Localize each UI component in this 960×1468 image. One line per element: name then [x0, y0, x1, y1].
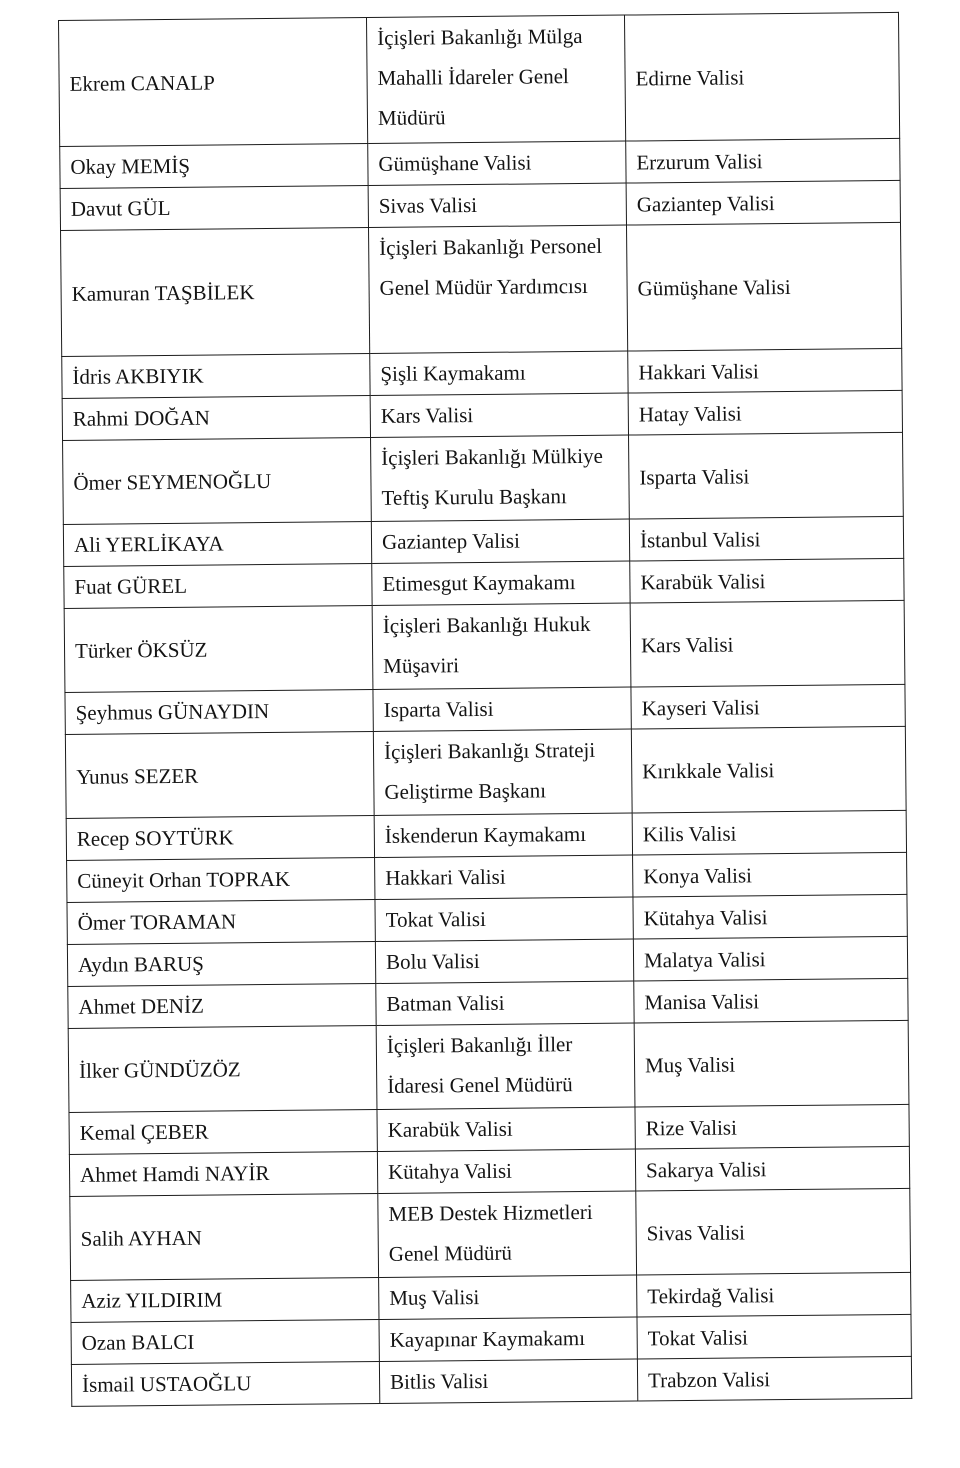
appointed-position-cell — [629, 432, 904, 519]
appointed-position-cell — [632, 810, 906, 855]
previous-position-cell — [368, 141, 626, 185]
previous-position-text: Kütahya Valisi — [387, 1158, 513, 1184]
previous-position-cell — [378, 1191, 637, 1277]
person-name-text: Yunus SEZER — [76, 763, 199, 789]
person-name-cell — [64, 606, 373, 693]
appointed-position-cell — [637, 1314, 911, 1359]
table-row — [63, 432, 904, 524]
appointed-position-cell — [633, 894, 907, 939]
appointed-position-text: Kilis Valisi — [642, 821, 737, 846]
previous-position-cell — [375, 855, 633, 899]
previous-position-cell — [366, 15, 625, 143]
appointed-position-cell — [636, 1188, 911, 1275]
appointed-position-text: Hatay Valisi — [638, 400, 742, 426]
appointed-position-text: Karabük Valisi — [640, 568, 766, 594]
person-name-text: Ozan BALCI — [81, 1329, 195, 1355]
appointed-position-cell — [629, 516, 903, 561]
appointed-position-text: Tokat Valisi — [647, 1324, 749, 1350]
person-name-text: Ali YERLİKAYA — [73, 531, 224, 557]
person-name-text: Aziz YILDIRIM — [81, 1287, 223, 1313]
previous-position-text: İçişleri Bakanlığı Strateji Geliştirme Başkanı — [383, 737, 596, 804]
person-name-cell — [60, 186, 368, 231]
appointed-position-text: Sivas Valisi — [646, 1219, 745, 1245]
appointed-position-text: Manisa Valisi — [644, 988, 760, 1014]
person-name-cell — [69, 1151, 377, 1196]
previous-position-cell — [372, 603, 631, 689]
previous-position-cell — [375, 939, 633, 983]
appointed-position-text: Isparta Valisi — [639, 463, 750, 489]
appointed-position-cell — [630, 600, 905, 687]
appointed-position-text: Erzurum Valisi — [636, 148, 763, 174]
person-name-text: Okay MEMİŞ — [70, 153, 191, 179]
person-name-cell — [63, 522, 371, 567]
table-row — [70, 1188, 911, 1280]
person-name-cell — [64, 564, 372, 609]
person-name-cell — [66, 816, 374, 861]
previous-position-text: Etimesgut Kaymakamı — [382, 570, 576, 596]
appointed-position-cell — [633, 936, 907, 981]
person-name-cell — [60, 144, 368, 189]
person-name-cell — [70, 1193, 379, 1280]
previous-position-text: Hakkari Valisi — [385, 864, 506, 890]
previous-position-text: Kars Valisi — [380, 403, 474, 428]
table-row — [71, 1356, 911, 1406]
table-row — [64, 600, 905, 692]
person-name-text: Ömer SEYMENOĞLU — [73, 468, 272, 495]
previous-position-cell — [376, 981, 634, 1025]
appointed-position-text: Trabzon Valisi — [647, 1366, 771, 1392]
person-name-cell — [67, 941, 375, 986]
person-name-cell — [65, 732, 374, 819]
appointed-position-cell — [626, 180, 900, 225]
person-name-text: Şeyhmus GÜNAYDIN — [75, 699, 270, 725]
previous-position-text: Bitlis Valisi — [389, 1368, 489, 1394]
previous-position-text: Sivas Valisi — [378, 192, 478, 218]
previous-position-text: İçişleri Bakanlığı Mülga Mahalli İdareler Genel Müdürü — [377, 23, 583, 130]
previous-position-cell — [379, 1317, 637, 1361]
appointed-position-cell — [628, 390, 902, 435]
appointed-position-text: Muş Valisi — [644, 1052, 736, 1077]
appointed-position-cell — [637, 1272, 911, 1317]
previous-position-text: Tokat Valisi — [385, 906, 486, 932]
previous-position-cell — [379, 1359, 637, 1403]
person-name-text: Aydın BARUŞ — [77, 951, 205, 977]
appointed-position-text: Kayseri Valisi — [641, 694, 760, 720]
appointed-position-cell — [635, 1104, 909, 1149]
person-name-cell — [68, 983, 376, 1028]
table-row — [68, 1020, 909, 1112]
previous-position-cell — [374, 813, 632, 857]
appointed-position-text: Gümüşhane Valisi — [637, 274, 791, 300]
person-name-cell — [68, 1025, 377, 1112]
person-name-cell — [71, 1277, 379, 1322]
person-name-cell — [71, 1361, 379, 1406]
person-name-cell — [59, 18, 368, 147]
appointed-position-cell — [630, 558, 904, 603]
appointment-table — [58, 12, 912, 1407]
appointed-position-cell — [631, 726, 906, 813]
previous-position-text: Kayapınar Kaymakamı — [389, 1326, 586, 1352]
appointed-position-text: Edirne Valisi — [635, 64, 745, 90]
appointed-position-cell — [626, 222, 901, 351]
previous-position-text: İskenderun Kaymakamı — [384, 821, 587, 848]
person-name-text: Salih AYHAN — [80, 1225, 202, 1251]
person-name-text: Recep SOYTÜRK — [76, 825, 234, 851]
appointed-position-text: İstanbul Valisi — [639, 526, 761, 552]
previous-position-cell — [376, 1023, 635, 1109]
previous-position-text: İçişleri Bakanlığı Hukuk Müşaviri — [382, 611, 591, 678]
previous-position-cell — [371, 435, 630, 521]
person-name-text: Kemal ÇEBER — [79, 1119, 209, 1145]
person-name-text: İdris AKBIYIK — [72, 363, 204, 389]
previous-position-cell — [370, 393, 628, 437]
person-name-text: Ahmet DENİZ — [78, 993, 204, 1019]
previous-position-cell — [377, 1107, 635, 1151]
previous-position-text: MEB Destek Hizmetleri Genel Müdürü — [388, 1199, 593, 1266]
previous-position-text: Şişli Kaymakamı — [380, 360, 526, 386]
previous-position-text: Gümüşhane Valisi — [378, 150, 532, 176]
person-name-text: Ekrem CANALP — [69, 69, 215, 96]
appointed-position-text: Hakkari Valisi — [638, 358, 759, 384]
previous-position-cell — [369, 225, 628, 353]
appointed-position-cell — [628, 348, 902, 393]
person-name-cell — [69, 1109, 377, 1154]
person-name-cell — [62, 354, 370, 399]
previous-position-text: Isparta Valisi — [383, 696, 494, 722]
appointed-position-cell — [635, 1146, 909, 1191]
appointed-position-text: Kars Valisi — [640, 632, 734, 657]
previous-position-cell — [373, 729, 632, 815]
person-name-cell — [65, 690, 373, 735]
previous-position-text: Bolu Valisi — [385, 948, 480, 974]
person-name-text: Fuat GÜREL — [74, 573, 188, 599]
person-name-cell — [71, 1319, 379, 1364]
previous-position-text: Gaziantep Valisi — [381, 528, 520, 554]
person-name-cell — [61, 228, 370, 357]
previous-position-text: İçişleri Bakanlığı Mülkiye Teftiş Kurulu Başkanı — [381, 443, 603, 510]
appointed-position-text: Malatya Valisi — [643, 946, 766, 972]
previous-position-cell — [379, 1275, 637, 1319]
table-row — [61, 222, 902, 356]
person-name-text: Ömer TORAMAN — [77, 909, 237, 935]
person-name-cell — [63, 438, 372, 525]
appointed-position-cell — [631, 684, 905, 729]
appointment-table-body — [59, 12, 912, 1406]
person-name-text: Rahmi DOĞAN — [72, 405, 211, 431]
previous-position-text: Karabük Valisi — [387, 1116, 513, 1142]
appointed-position-text: Kırıkkale Valisi — [642, 757, 775, 783]
previous-position-text: İçişleri Bakanlığı İller İdaresi Genel Müdürü — [386, 1032, 573, 1098]
appointed-position-text: Tekirdağ Valisi — [647, 1282, 775, 1308]
table-row — [59, 12, 900, 146]
person-name-text: İsmail USTAOĞLU — [81, 1371, 252, 1397]
person-name-cell — [67, 857, 375, 902]
previous-position-cell — [375, 897, 633, 941]
person-name-text: İlker GÜNDÜZÖZ — [78, 1056, 241, 1083]
person-name-text: Cüneyit Orhan TOPRAK — [77, 866, 291, 893]
appointed-position-cell — [633, 852, 907, 897]
previous-position-text: İçişleri Bakanlığı Personel Genel Müdür Yardımcısı — [379, 233, 603, 300]
previous-position-cell — [371, 519, 629, 563]
person-name-cell — [62, 396, 370, 441]
appointed-position-cell — [624, 12, 899, 141]
person-name-text: Kamuran TAŞBİLEK — [71, 279, 255, 306]
previous-position-cell — [377, 1149, 635, 1193]
person-name-text: Türker ÖKSÜZ — [74, 637, 208, 663]
appointed-position-text: Gaziantep Valisi — [636, 190, 775, 216]
previous-position-cell — [370, 351, 628, 395]
previous-position-cell — [373, 687, 631, 731]
previous-position-cell — [372, 561, 630, 605]
previous-position-text: Batman Valisi — [386, 990, 505, 1016]
appointed-position-cell — [626, 138, 900, 183]
table-row — [65, 726, 906, 818]
appointed-position-text: Sakarya Valisi — [645, 1156, 767, 1182]
appointed-position-text: Konya Valisi — [643, 862, 753, 888]
appointed-position-text: Kütahya Valisi — [643, 904, 768, 930]
appointed-position-cell — [634, 1020, 909, 1107]
appointed-position-cell — [634, 978, 908, 1023]
previous-position-text: Muş Valisi — [389, 1285, 480, 1310]
previous-position-cell — [368, 183, 626, 227]
person-name-cell — [67, 899, 375, 944]
person-name-text: Davut GÜL — [70, 195, 171, 221]
person-name-text: Ahmet Hamdi NAYİR — [79, 1161, 270, 1187]
appointed-position-cell — [637, 1356, 911, 1401]
appointed-position-text: Rize Valisi — [645, 1115, 737, 1140]
